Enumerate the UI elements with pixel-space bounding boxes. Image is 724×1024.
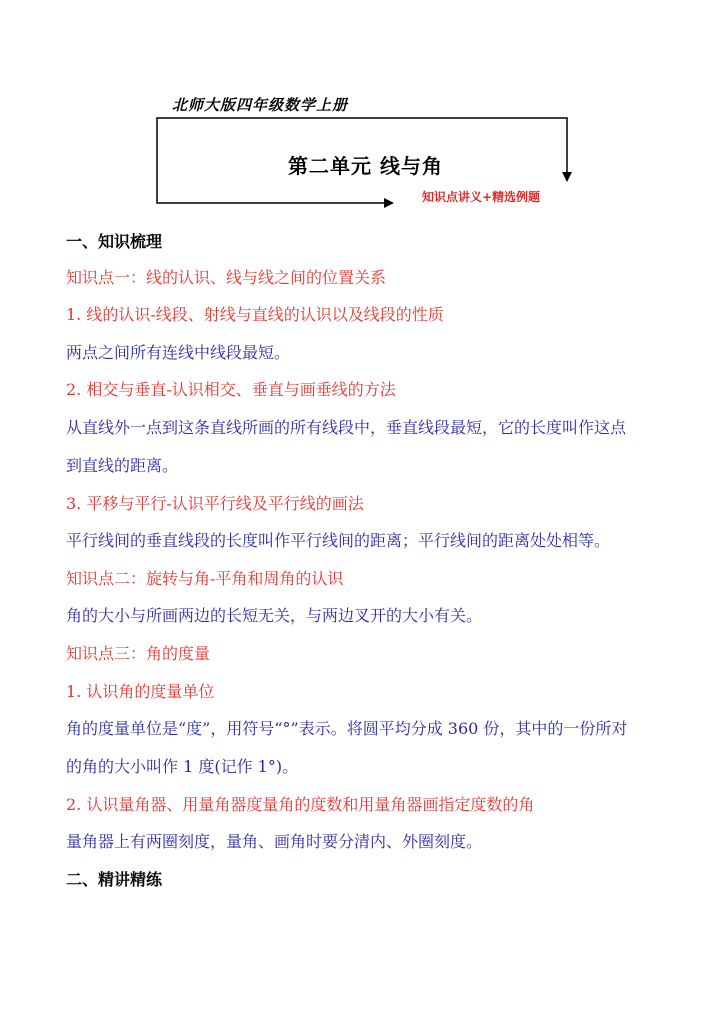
arrow-down-icon xyxy=(562,172,572,182)
kp1-item-2-title: 2. 相交与垂直-认识相交、垂直与画垂线的方法 xyxy=(66,380,396,399)
knowledge-point-1-title: 知识点一：线的认识、线与线之间的位置关系 xyxy=(66,268,387,287)
kp3-item-2-title: 2. 认识量角器、用量角器度量角的度数和用量角器画指定度数的角 xyxy=(66,795,535,814)
title-frame xyxy=(0,0,724,230)
title-block xyxy=(0,0,724,230)
kp3-item-1-text-line-2: 的角的大小叫作 1 度(记作 1°)。 xyxy=(66,757,299,776)
kp3-item-1-title: 1. 认识角的度量单位 xyxy=(66,682,215,701)
arrow-right-icon xyxy=(384,198,394,208)
kp1-item-3-title: 3. 平移与平行-认识平行线及平行线的画法 xyxy=(66,494,364,513)
kp1-item-2-text-line-1: 从直线外一点到这条直线所画的所有线段中，垂直线段最短，它的长度叫作这点 xyxy=(66,418,627,437)
knowledge-point-2-title: 知识点二：旋转与角-平角和周角的认识 xyxy=(66,569,344,588)
kp3-item-1-text-line-1: 角的度量单位是“度”，用符号“°”表示。将圆平均分成 360 份，其中的一份所对 xyxy=(66,719,628,738)
kp1-item-2-text-line-2: 到直线的距离。 xyxy=(66,456,179,475)
kp3-item-2-text: 量角器上有两圈刻度，量角、画角时要分清内、外圈刻度。 xyxy=(66,832,483,851)
kp1-item-1-title: 1. 线的认识-线段、射线与直线的认识以及线段的性质 xyxy=(66,305,444,324)
subtitle: 知识点讲义+精选例题 xyxy=(422,190,541,204)
kp1-item-3-text: 平行线间的垂直线段的长度叫作平行线间的距离；平行线间的距离处处相等。 xyxy=(66,531,611,550)
kp1-item-1-text: 两点之间所有连线中线段最短。 xyxy=(66,343,291,362)
section-heading-1: 一、知识梳理 xyxy=(66,232,163,251)
unit-title: 第二单元 线与角 xyxy=(288,154,443,178)
knowledge-point-3-title: 知识点三：角的度量 xyxy=(66,644,211,663)
book-title: 北师大版四年级数学上册 xyxy=(172,96,349,114)
kp2-text: 角的大小与所画两边的长短无关，与两边叉开的大小有关。 xyxy=(66,606,483,625)
section-heading-2: 二、精讲精练 xyxy=(66,870,163,889)
